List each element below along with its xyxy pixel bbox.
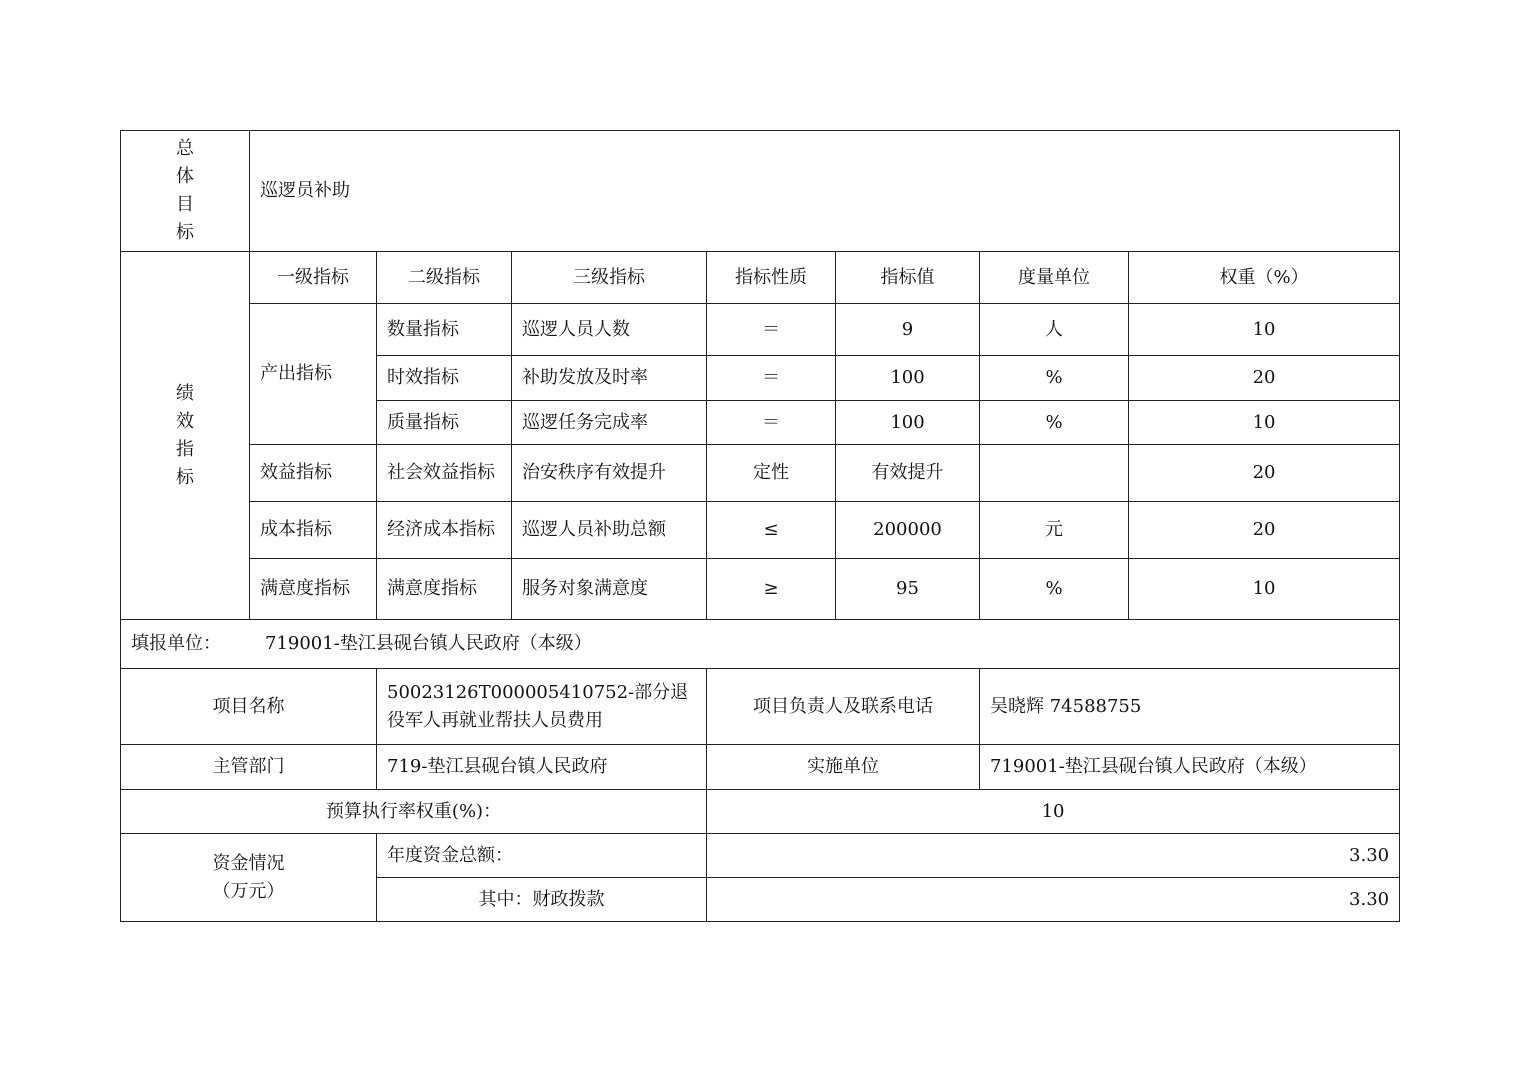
- level1-cell: 满意度指标: [250, 559, 377, 620]
- level3-cell: 治安秩序有效提升: [512, 445, 707, 502]
- header-unit: 度量单位: [980, 252, 1129, 304]
- nature-cell: ＝: [707, 356, 836, 401]
- overall-goal-row: [121, 131, 1400, 252]
- nature-cell: ≥: [707, 559, 836, 620]
- weight-cell: 10: [1129, 401, 1400, 445]
- level2-cell: 数量指标: [377, 304, 512, 356]
- unit-cell: %: [980, 559, 1129, 620]
- impl-label: 实施单位: [707, 745, 980, 790]
- value-cell: 有效提升: [836, 445, 980, 502]
- weight-cell: 20: [1129, 445, 1400, 502]
- unit-cell: 元: [980, 502, 1129, 559]
- project-name-label: 项目名称: [121, 669, 377, 745]
- budget-rate-value: 10: [707, 790, 1400, 834]
- funds-fiscal-label: 其中：财政拨款: [377, 878, 707, 922]
- overall-goal-label: 总体目标: [175, 138, 194, 243]
- header-level1: 一级指标: [250, 252, 377, 304]
- filler-unit-cell: [121, 620, 1400, 669]
- performance-header-row: [121, 252, 1400, 304]
- value-cell: 200000: [836, 502, 980, 559]
- level1-cell: 效益指标: [250, 445, 377, 502]
- budget-rate-row: [121, 790, 1400, 834]
- filler-unit-value: 719001-垫江县砚台镇人民政府（本级）: [265, 633, 592, 654]
- project-name-value: 50023126T000005410752-部分退役军人再就业帮扶人员费用: [377, 669, 707, 745]
- funds-fiscal-value: 3.30: [707, 878, 1400, 922]
- level2-cell: 质量指标: [377, 401, 512, 445]
- level3-cell: 补助发放及时率: [512, 356, 707, 401]
- value-cell: 9: [836, 304, 980, 356]
- weight-cell: 20: [1129, 502, 1400, 559]
- table-row: [121, 502, 1400, 559]
- overall-goal-text: 巡逻员补助: [250, 131, 1400, 252]
- header-value: 指标值: [836, 252, 980, 304]
- funds-label-cell: [121, 834, 377, 922]
- performance-label-cell: [121, 252, 250, 620]
- nature-cell: 定性: [707, 445, 836, 502]
- unit-cell: [980, 445, 1129, 502]
- nature-cell: ≤: [707, 502, 836, 559]
- unit-cell: %: [980, 356, 1129, 401]
- dept-label: 主管部门: [121, 745, 377, 790]
- header-level3: 三级指标: [512, 252, 707, 304]
- weight-cell: 20: [1129, 356, 1400, 401]
- header-nature: 指标性质: [707, 252, 836, 304]
- project-contact-label: 项目负责人及联系电话: [707, 669, 980, 745]
- filler-unit-row: [121, 620, 1400, 669]
- funds-total-label: 年度资金总额：: [377, 834, 707, 878]
- unit-cell: %: [980, 401, 1129, 445]
- table-row: [121, 304, 1400, 356]
- level2-cell: 时效指标: [377, 356, 512, 401]
- nature-cell: ＝: [707, 401, 836, 445]
- level2-cell: 社会效益指标: [377, 445, 512, 502]
- project-name-row: [121, 669, 1400, 745]
- project-contact-value: 吴晓辉 74588755: [980, 669, 1400, 745]
- level2-cell: 经济成本指标: [377, 502, 512, 559]
- level3-cell: 巡逻任务完成率: [512, 401, 707, 445]
- level3-cell: 服务对象满意度: [512, 559, 707, 620]
- funds-total-row: [121, 834, 1400, 878]
- nature-cell: ＝: [707, 304, 836, 356]
- level3-cell: 巡逻人员人数: [512, 304, 707, 356]
- funds-total-value: 3.30: [707, 834, 1400, 878]
- unit-cell: 人: [980, 304, 1129, 356]
- level1-cell: 产出指标: [250, 304, 377, 445]
- funds-label-line1: 资金情况: [212, 852, 285, 874]
- performance-label: 绩效指标: [175, 382, 194, 488]
- table-row: [121, 559, 1400, 620]
- performance-goal-form: [120, 130, 1400, 922]
- budget-rate-label: 预算执行率权重(%)：: [121, 790, 707, 834]
- dept-row: [121, 745, 1400, 790]
- level1-cell: 成本指标: [250, 502, 377, 559]
- weight-cell: 10: [1129, 559, 1400, 620]
- value-cell: 100: [836, 356, 980, 401]
- dept-value: 719-垫江县砚台镇人民政府: [377, 745, 707, 790]
- impl-value: 719001-垫江县砚台镇人民政府（本级）: [980, 745, 1400, 790]
- funds-label-line2: （万元）: [212, 880, 285, 902]
- table-row: [121, 445, 1400, 502]
- value-cell: 95: [836, 559, 980, 620]
- header-weight: 权重（%）: [1129, 252, 1400, 304]
- value-cell: 100: [836, 401, 980, 445]
- header-level2: 二级指标: [377, 252, 512, 304]
- level2-cell: 满意度指标: [377, 559, 512, 620]
- filler-unit-label: 填报单位：: [131, 633, 221, 654]
- overall-goal-label-cell: [121, 131, 250, 252]
- level3-cell: 巡逻人员补助总额: [512, 502, 707, 559]
- weight-cell: 10: [1129, 304, 1400, 356]
